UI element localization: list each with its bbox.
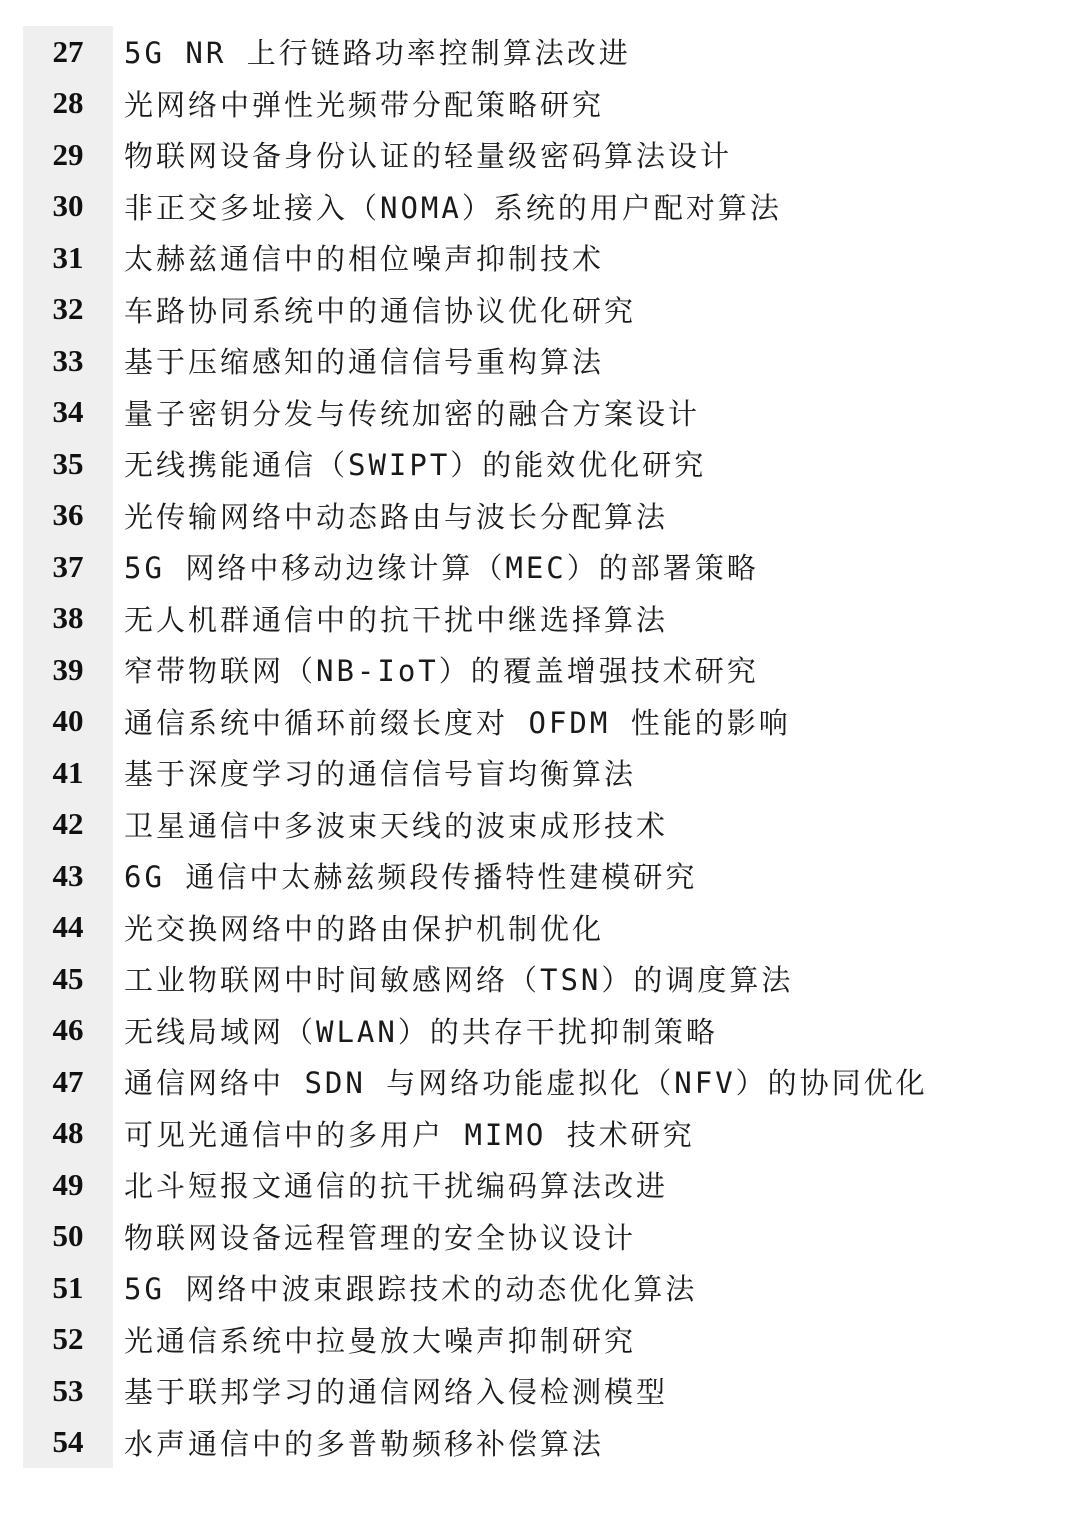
row-title: 北斗短报文通信的抗干扰编码算法改进 xyxy=(124,1169,669,1204)
row-number: 27 xyxy=(23,26,113,78)
row-title: 物联网设备身份认证的轻量级密码算法设计 xyxy=(124,139,733,174)
row-number: 37 xyxy=(23,541,113,593)
topic-row xyxy=(23,541,1023,593)
row-number: 53 xyxy=(23,1365,113,1417)
row-number: 30 xyxy=(23,181,113,233)
row-title: 无线局域网（WLAN）的共存干扰抑制策略 xyxy=(124,1014,718,1049)
topic-row xyxy=(23,1365,1023,1417)
row-number: 31 xyxy=(23,232,113,284)
row-number: 41 xyxy=(23,747,113,799)
row-number: 50 xyxy=(23,1211,113,1263)
row-number: 48 xyxy=(23,1108,113,1160)
topic-row xyxy=(23,799,1023,851)
topic-row xyxy=(23,593,1023,645)
row-title: 量子密钥分发与传统加密的融合方案设计 xyxy=(124,396,701,431)
topic-row xyxy=(23,78,1023,130)
row-number: 38 xyxy=(23,593,113,645)
row-title: 光传输网络中动态路由与波长分配算法 xyxy=(124,499,669,534)
topic-row xyxy=(23,1262,1023,1314)
topic-row xyxy=(23,1159,1023,1211)
row-number: 36 xyxy=(23,490,113,542)
row-title: 工业物联网中时间敏感网络（TSN）的调度算法 xyxy=(124,963,794,998)
row-number: 39 xyxy=(23,644,113,696)
row-title: 5G 网络中波束跟踪技术的动态优化算法 xyxy=(124,1272,698,1307)
row-title: 光通信系统中拉曼放大噪声抑制研究 xyxy=(124,1323,637,1358)
row-title: 无线携能通信（SWIPT）的能效优化研究 xyxy=(124,448,707,483)
topic-row xyxy=(23,438,1023,490)
topic-list xyxy=(23,26,1023,1468)
row-number: 43 xyxy=(23,850,113,902)
topic-row xyxy=(23,387,1023,439)
topic-row xyxy=(23,1314,1023,1366)
topic-row xyxy=(23,1108,1023,1160)
row-number: 33 xyxy=(23,335,113,387)
row-number: 54 xyxy=(23,1417,113,1469)
topic-row xyxy=(23,129,1023,181)
row-number: 52 xyxy=(23,1314,113,1366)
row-number: 34 xyxy=(23,387,113,439)
row-title: 可见光通信中的多用户 MIMO 技术研究 xyxy=(124,1117,695,1152)
row-title: 无人机群通信中的抗干扰中继选择算法 xyxy=(124,602,669,637)
topic-row xyxy=(23,850,1023,902)
row-title: 基于压缩感知的通信信号重构算法 xyxy=(124,345,605,380)
row-title: 通信网络中 SDN 与网络功能虚拟化（NFV）的协同优化 xyxy=(124,1066,928,1101)
row-number: 46 xyxy=(23,1005,113,1057)
row-title: 5G NR 上行链路功率控制算法改进 xyxy=(124,36,631,71)
topic-row xyxy=(23,1417,1023,1469)
topic-row xyxy=(23,490,1023,542)
topic-row xyxy=(23,181,1023,233)
row-title: 物联网设备远程管理的安全协议设计 xyxy=(124,1220,637,1255)
topic-row xyxy=(23,26,1023,78)
topic-row xyxy=(23,953,1023,1005)
row-number: 28 xyxy=(23,78,113,130)
topic-row xyxy=(23,902,1023,954)
topic-row xyxy=(23,747,1023,799)
row-title: 光交换网络中的路由保护机制优化 xyxy=(124,911,605,946)
row-number: 44 xyxy=(23,902,113,954)
row-title: 通信系统中循环前缀长度对 OFDM 性能的影响 xyxy=(124,705,791,740)
row-title: 光网络中弹性光频带分配策略研究 xyxy=(124,87,605,122)
row-number: 42 xyxy=(23,799,113,851)
row-title: 5G 网络中移动边缘计算（MEC）的部署策略 xyxy=(124,551,759,586)
topic-row xyxy=(23,1211,1023,1263)
row-number: 47 xyxy=(23,1056,113,1108)
row-number: 40 xyxy=(23,696,113,748)
row-number: 29 xyxy=(23,129,113,181)
row-title: 非正交多址接入（NOMA）系统的用户配对算法 xyxy=(124,190,782,225)
topic-row xyxy=(23,284,1023,336)
row-title: 6G 通信中太赫兹频段传播特性建模研究 xyxy=(124,860,698,895)
row-title: 卫星通信中多波束天线的波束成形技术 xyxy=(124,808,669,843)
row-number: 32 xyxy=(23,284,113,336)
row-title: 基于联邦学习的通信网络入侵检测模型 xyxy=(124,1375,669,1410)
row-title: 基于深度学习的通信信号盲均衡算法 xyxy=(124,757,637,792)
row-title: 车路协同系统中的通信协议优化研究 xyxy=(124,293,637,328)
topic-row xyxy=(23,696,1023,748)
row-title: 窄带物联网（NB-IoT）的覆盖增强技术研究 xyxy=(124,654,759,689)
topic-row xyxy=(23,644,1023,696)
row-number: 45 xyxy=(23,953,113,1005)
topic-row xyxy=(23,1056,1023,1108)
row-title: 太赫兹通信中的相位噪声抑制技术 xyxy=(124,242,605,277)
topic-row xyxy=(23,335,1023,387)
topic-row xyxy=(23,1005,1023,1057)
topic-row xyxy=(23,232,1023,284)
row-number: 49 xyxy=(23,1159,113,1211)
row-number: 51 xyxy=(23,1262,113,1314)
row-title: 水声通信中的多普勒频移补偿算法 xyxy=(124,1426,605,1461)
row-number: 35 xyxy=(23,438,113,490)
